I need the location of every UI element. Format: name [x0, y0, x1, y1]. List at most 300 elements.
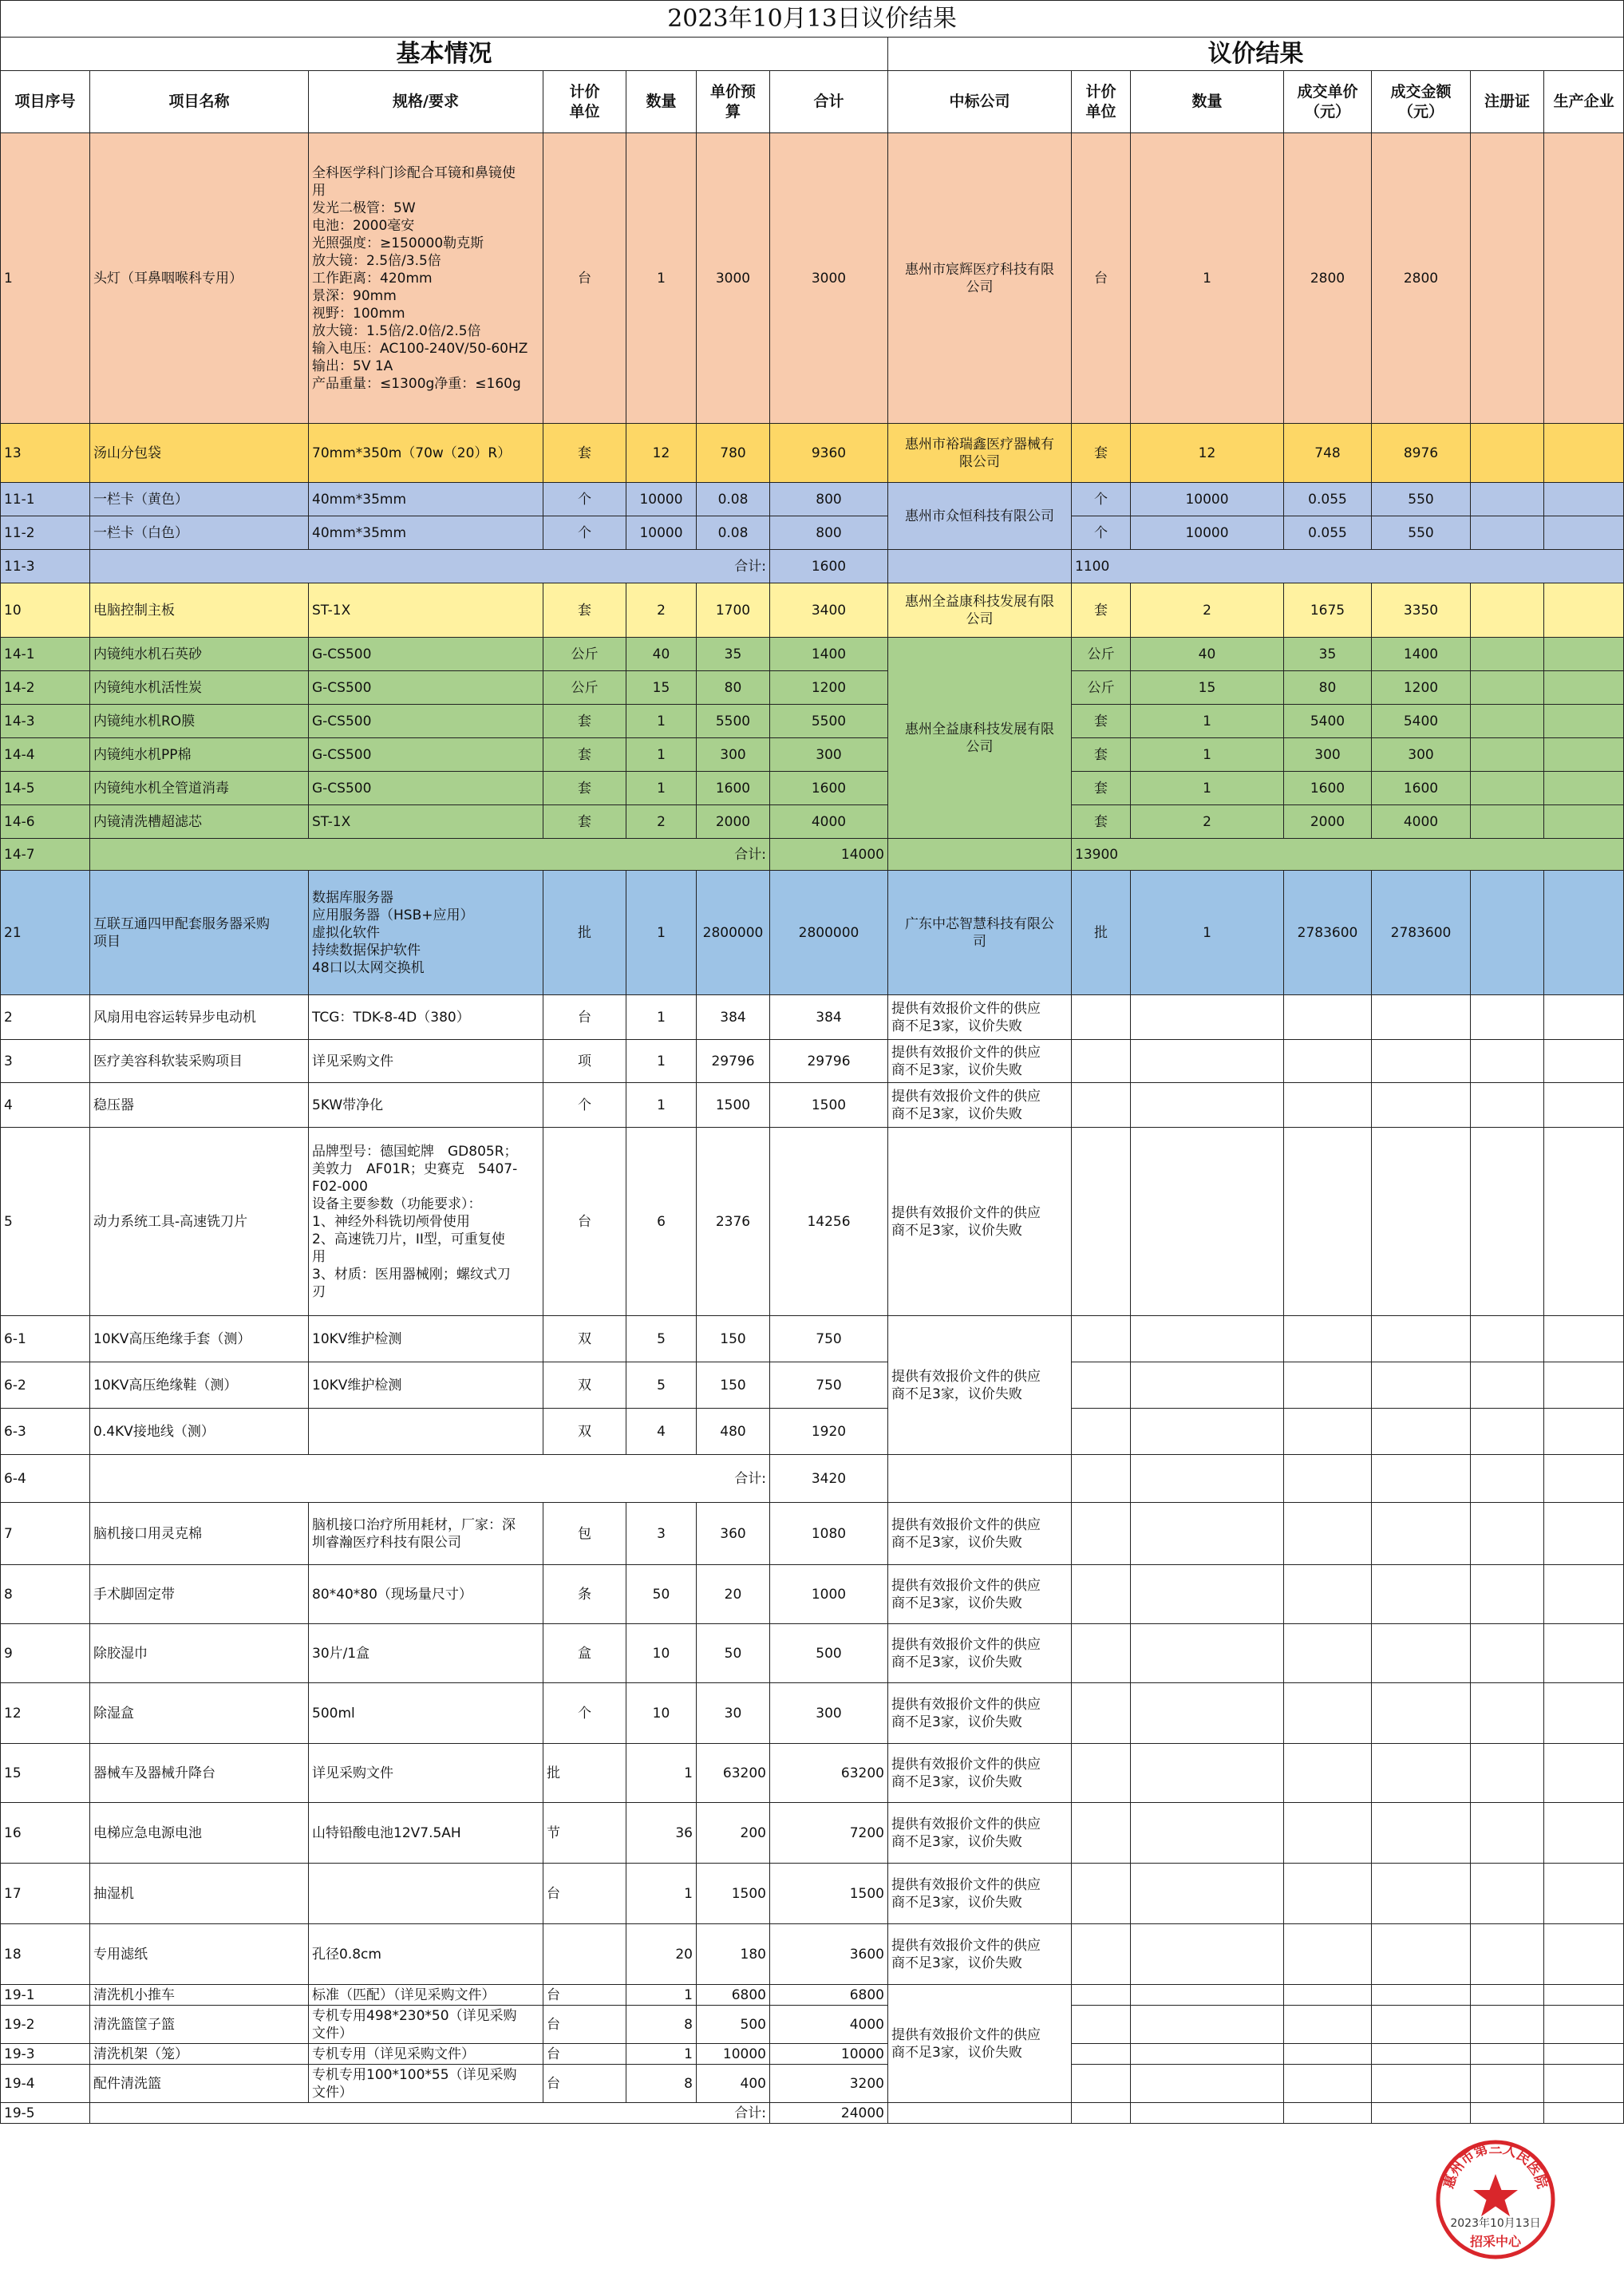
row-name: 器械车及器械升降台 — [90, 1744, 309, 1803]
table-row — [1, 1128, 1624, 1316]
subtotal-label: 合计: — [90, 1455, 770, 1503]
row-registration — [1471, 671, 1544, 705]
row-deal-amount: 550 — [1372, 516, 1471, 550]
row-unit: 双 — [543, 1409, 626, 1455]
row-total: 63200 — [770, 1744, 888, 1803]
row-total: 1500 — [770, 1083, 888, 1128]
row-unit: 个 — [543, 516, 626, 550]
row-unit: 台 — [543, 2065, 626, 2103]
row-price: 10000 — [697, 2044, 770, 2065]
row-spec: 专机专用498*230*50（详见采购 文件） — [309, 2006, 543, 2044]
row-name: 清洗篮筐子篮 — [90, 2006, 309, 2044]
header-registration: 注册证 — [1471, 71, 1544, 133]
row-name: 内镜纯水机RO膜 — [90, 705, 309, 738]
row-deal-price: 0.055 — [1284, 483, 1372, 516]
row-deal-price: 2800 — [1284, 133, 1372, 424]
row-spec: TCG：TDK-8-4D（380） — [309, 995, 543, 1040]
row-total: 3200 — [770, 2065, 888, 2103]
row-unit: 批 — [543, 871, 626, 995]
section-negotiation-result: 议价结果 — [888, 38, 1624, 71]
row-total: 2800000 — [770, 871, 888, 995]
row-qty2: 1 — [1131, 133, 1284, 424]
row-company: 惠州市宸辉医疗科技有限 公司 — [888, 133, 1072, 424]
row-qty2: 1 — [1131, 705, 1284, 738]
row-qty: 1 — [626, 995, 697, 1040]
row-unit2: 个 — [1072, 516, 1131, 550]
row-seq: 14-7 — [1, 839, 90, 871]
row-seq: 3 — [1, 1040, 90, 1083]
row-spec: 30片/1盒 — [309, 1624, 543, 1683]
row-unit: 盒 — [543, 1624, 626, 1683]
row-manufacturer — [1544, 133, 1624, 424]
table-row — [1, 2044, 1624, 2065]
row-registration — [1471, 483, 1544, 516]
row-price: 200 — [697, 1803, 770, 1864]
row-name: 一栏卡（白色） — [90, 516, 309, 550]
subtotal-row — [1, 1455, 1624, 1503]
row-price: 2800000 — [697, 871, 770, 995]
row-deal-price: 300 — [1284, 738, 1372, 772]
failed-negotiation-note: 提供有效报价文件的供应 商不足3家，议价失败 — [888, 1864, 1072, 1924]
header-deal-price: 成交单价 （元） — [1284, 71, 1372, 133]
row-registration — [1471, 705, 1544, 738]
row-unit: 条 — [543, 1565, 626, 1624]
row-qty: 1 — [626, 1744, 697, 1803]
row-deal-price: 1600 — [1284, 772, 1372, 805]
row-price: 360 — [697, 1503, 770, 1565]
row-deal-amount: 5400 — [1372, 705, 1471, 738]
row-total: 300 — [770, 738, 888, 772]
failed-negotiation-note: 提供有效报价文件的供应 商不足3家，议价失败 — [888, 1083, 1072, 1128]
row-qty2: 2 — [1131, 583, 1284, 638]
row-unit: 包 — [543, 1503, 626, 1565]
row-deal-price: 1675 — [1284, 583, 1372, 638]
row-unit: 套 — [543, 705, 626, 738]
row-price: 50 — [697, 1624, 770, 1683]
deal-subtotal-value: 13900 — [1072, 839, 1624, 871]
row-total: 800 — [770, 516, 888, 550]
row-seq: 19-5 — [1, 2103, 90, 2124]
row-qty: 1 — [626, 1040, 697, 1083]
table-row — [1, 1864, 1624, 1924]
row-manufacturer — [1544, 738, 1624, 772]
subtotal-row — [1, 839, 1624, 871]
row-spec: 全科医学科门诊配合耳镜和鼻镜使 用 发光二极管：5W 电池：2000毫安 光照强度：≥150000勒克斯 放大镜：2.5倍/3.5倍 工作距离：420mm 景深：90mm 视野：100mm 放大镜：1.5倍/2.0倍/2.5倍 输入电压：AC100-240V/50-60HZ 输出：5V 1A 产品重量：≤1300g净重：≤160g — [309, 133, 543, 424]
row-price: 80 — [697, 671, 770, 705]
subtotal-value: 24000 — [770, 2103, 888, 2124]
seal-star-icon — [1473, 2174, 1518, 2216]
table-row — [1, 483, 1624, 516]
row-deal-amount: 2783600 — [1372, 871, 1471, 995]
row-spec: 专机专用（详见采购文件） — [309, 2044, 543, 2065]
failed-negotiation-note: 提供有效报价文件的供应 商不足3家，议价失败 — [888, 1924, 1072, 1985]
row-name: 手术脚固定带 — [90, 1565, 309, 1624]
row-unit: 台 — [543, 2006, 626, 2044]
row-unit: 套 — [543, 772, 626, 805]
table-row — [1, 1744, 1624, 1803]
row-deal-amount: 550 — [1372, 483, 1471, 516]
row-deal-amount: 1400 — [1372, 638, 1471, 671]
row-deal-price: 80 — [1284, 671, 1372, 705]
row-price: 29796 — [697, 1040, 770, 1083]
row-qty2: 15 — [1131, 671, 1284, 705]
row-qty: 8 — [626, 2065, 697, 2103]
failed-negotiation-note: 提供有效报价文件的供应 商不足3家，议价失败 — [888, 1128, 1072, 1316]
table-row — [1, 671, 1624, 705]
row-name: 一栏卡（黄色） — [90, 483, 309, 516]
row-unit: 台 — [543, 1128, 626, 1316]
row-qty2: 1 — [1131, 738, 1284, 772]
row-price: 0.08 — [697, 483, 770, 516]
table-row — [1, 871, 1624, 995]
header-unit2: 计价 单位 — [1072, 71, 1131, 133]
row-registration — [1471, 638, 1544, 671]
row-total: 10000 — [770, 2044, 888, 2065]
row-price: 35 — [697, 638, 770, 671]
row-registration — [1471, 772, 1544, 805]
row-seq: 1 — [1, 133, 90, 424]
row-unit2: 套 — [1072, 705, 1131, 738]
official-seal — [1435, 2139, 1556, 2260]
row-qty2: 40 — [1131, 638, 1284, 671]
table-row — [1, 705, 1624, 738]
row-spec: 品牌型号：德国蛇牌 GD805R； 美敦力 AF01R；史赛克 5407- F02-000 设备主要参数（功能要求）： 1、神经外科铣切颅骨使用 2、高速铣刀片，II型，可重复使 用 3、材质：医用器械刚；螺纹式刀 刃 — [309, 1128, 543, 1316]
row-total: 300 — [770, 1683, 888, 1744]
row-qty: 1 — [626, 133, 697, 424]
row-qty: 1 — [626, 772, 697, 805]
row-seq: 16 — [1, 1803, 90, 1864]
header-qty2: 数量 — [1131, 71, 1284, 133]
table-row — [1, 738, 1624, 772]
row-qty: 5 — [626, 1316, 697, 1362]
row-total: 1920 — [770, 1409, 888, 1455]
row-deal-amount: 1200 — [1372, 671, 1471, 705]
failed-negotiation-note: 提供有效报价文件的供应 商不足3家，议价失败 — [888, 1316, 1072, 1455]
row-seq: 14-6 — [1, 805, 90, 839]
table-row — [1, 1683, 1624, 1744]
row-registration — [1471, 516, 1544, 550]
row-total: 4000 — [770, 2006, 888, 2044]
row-price: 780 — [697, 424, 770, 483]
row-qty: 1 — [626, 738, 697, 772]
row-manufacturer — [1544, 805, 1624, 839]
row-price: 5500 — [697, 705, 770, 738]
row-unit: 双 — [543, 1316, 626, 1362]
row-spec: 详见采购文件 — [309, 1744, 543, 1803]
row-qty2: 1 — [1131, 772, 1284, 805]
row-seq: 15 — [1, 1744, 90, 1803]
failed-negotiation-note: 提供有效报价文件的供应 商不足3家，议价失败 — [888, 995, 1072, 1040]
row-registration — [1471, 871, 1544, 995]
row-manufacturer — [1544, 424, 1624, 483]
row-seq: 11-2 — [1, 516, 90, 550]
row-seq: 18 — [1, 1924, 90, 1985]
row-price: 300 — [697, 738, 770, 772]
row-price: 180 — [697, 1924, 770, 1985]
row-name: 电脑控制主板 — [90, 583, 309, 638]
row-unit: 批 — [543, 1744, 626, 1803]
row-company: 惠州全益康科技发展有限 公司 — [888, 583, 1072, 638]
table-row — [1, 638, 1624, 671]
row-seq: 5 — [1, 1128, 90, 1316]
row-unit: 双 — [543, 1362, 626, 1409]
row-name: 脑机接口用灵克棉 — [90, 1503, 309, 1565]
row-name: 互联互通四甲配套服务器采购 项目 — [90, 871, 309, 995]
table-row — [1, 1803, 1624, 1864]
row-price: 1700 — [697, 583, 770, 638]
table-row — [1, 2065, 1624, 2103]
row-total: 4000 — [770, 805, 888, 839]
header-unit: 计价 单位 — [543, 71, 626, 133]
row-seq: 6-1 — [1, 1316, 90, 1362]
row-deal-amount: 300 — [1372, 738, 1471, 772]
table-row — [1, 805, 1624, 839]
row-unit: 套 — [543, 738, 626, 772]
row-qty: 1 — [626, 1083, 697, 1128]
row-total: 750 — [770, 1362, 888, 1409]
table-row — [1, 133, 1624, 424]
row-name: 医疗美容科软装采购项目 — [90, 1040, 309, 1083]
row-deal-price: 748 — [1284, 424, 1372, 483]
row-qty: 10000 — [626, 483, 697, 516]
row-price: 150 — [697, 1316, 770, 1362]
subtotal-value: 14000 — [770, 839, 888, 871]
row-price: 400 — [697, 2065, 770, 2103]
row-qty: 36 — [626, 1803, 697, 1864]
row-seq: 14-1 — [1, 638, 90, 671]
row-spec: 10KV维护检测 — [309, 1316, 543, 1362]
row-seq: 19-4 — [1, 2065, 90, 2103]
row-unit — [543, 1924, 626, 1985]
row-name: 稳压器 — [90, 1083, 309, 1128]
row-spec: 80*40*80（现场量尺寸） — [309, 1565, 543, 1624]
row-registration — [1471, 424, 1544, 483]
row-total: 1600 — [770, 772, 888, 805]
row-spec: G-CS500 — [309, 671, 543, 705]
row-qty: 40 — [626, 638, 697, 671]
row-seq: 14-5 — [1, 772, 90, 805]
row-seq: 8 — [1, 1565, 90, 1624]
row-spec — [309, 1409, 543, 1455]
row-total: 1200 — [770, 671, 888, 705]
row-seq: 19-1 — [1, 1985, 90, 2006]
seal-dept: 招采中心 — [1469, 2234, 1522, 2249]
row-seq: 17 — [1, 1864, 90, 1924]
table-row — [1, 2006, 1624, 2044]
row-total: 6800 — [770, 1985, 888, 2006]
row-qty: 12 — [626, 424, 697, 483]
row-price: 384 — [697, 995, 770, 1040]
row-unit: 公斤 — [543, 671, 626, 705]
subtotal-spacer — [888, 839, 1072, 871]
failed-negotiation-note: 提供有效报价文件的供应 商不足3家，议价失败 — [888, 1565, 1072, 1624]
row-name: 内镜纯水机全管道消毒 — [90, 772, 309, 805]
page-title: 2023年10月13日议价结果 — [1, 1, 1624, 38]
row-name: 内镜纯水机石英砂 — [90, 638, 309, 671]
row-registration — [1471, 133, 1544, 424]
row-total: 1000 — [770, 1565, 888, 1624]
row-price: 6800 — [697, 1985, 770, 2006]
row-qty: 3 — [626, 1503, 697, 1565]
row-manufacturer — [1544, 483, 1624, 516]
row-qty: 6 — [626, 1128, 697, 1316]
row-seq: 6-4 — [1, 1455, 90, 1503]
failed-negotiation-note: 提供有效报价文件的供应 商不足3家，议价失败 — [888, 1803, 1072, 1864]
row-qty: 50 — [626, 1565, 697, 1624]
table-row — [1, 772, 1624, 805]
row-spec: 详见采购文件 — [309, 1040, 543, 1083]
table-row — [1, 1624, 1624, 1683]
row-spec — [309, 1864, 543, 1924]
row-qty: 10 — [626, 1624, 697, 1683]
row-name: 抽湿机 — [90, 1864, 309, 1924]
row-price: 2376 — [697, 1128, 770, 1316]
row-seq: 11-1 — [1, 483, 90, 516]
row-manufacturer — [1544, 871, 1624, 995]
table-row — [1, 424, 1624, 483]
row-spec: 40mm*35mm — [309, 483, 543, 516]
header-name: 项目名称 — [90, 71, 309, 133]
row-deal-amount: 3350 — [1372, 583, 1471, 638]
row-name: 内镜纯水机活性炭 — [90, 671, 309, 705]
table-row — [1, 1565, 1624, 1624]
row-unit: 个 — [543, 1083, 626, 1128]
table-row — [1, 1985, 1624, 2006]
deal-subtotal-value: 1100 — [1072, 550, 1624, 583]
row-spec: 专机专用100*100*55（详见采购 文件） — [309, 2065, 543, 2103]
row-total: 7200 — [770, 1803, 888, 1864]
row-unit2: 套 — [1072, 738, 1131, 772]
row-company: 惠州市众恒科技有限公司 — [888, 483, 1072, 550]
row-qty: 2 — [626, 805, 697, 839]
header-seq: 项目序号 — [1, 71, 90, 133]
row-total: 3400 — [770, 583, 888, 638]
row-unit2: 套 — [1072, 424, 1131, 483]
row-unit: 个 — [543, 1683, 626, 1744]
row-unit: 台 — [543, 1985, 626, 2006]
row-registration — [1471, 583, 1544, 638]
row-price: 3000 — [697, 133, 770, 424]
table-row — [1, 1409, 1624, 1455]
row-seq: 14-4 — [1, 738, 90, 772]
row-seq: 11-3 — [1, 550, 90, 583]
row-seq: 2 — [1, 995, 90, 1040]
row-spec: G-CS500 — [309, 772, 543, 805]
row-price: 1500 — [697, 1864, 770, 1924]
row-price: 1600 — [697, 772, 770, 805]
row-manufacturer — [1544, 638, 1624, 671]
subtotal-spacer — [888, 550, 1072, 583]
header-manufacturer: 生产企业 — [1544, 71, 1624, 133]
row-total: 384 — [770, 995, 888, 1040]
row-seq: 14-2 — [1, 671, 90, 705]
subtotal-label: 合计: — [90, 2103, 770, 2124]
subtotal-value: 3420 — [770, 1455, 888, 1503]
table-row — [1, 1040, 1624, 1083]
table-row — [1, 1503, 1624, 1565]
row-unit2: 公斤 — [1072, 671, 1131, 705]
row-unit: 套 — [543, 805, 626, 839]
row-name: 除湿盒 — [90, 1683, 309, 1744]
row-total: 500 — [770, 1624, 888, 1683]
row-unit: 套 — [543, 583, 626, 638]
row-unit: 公斤 — [543, 638, 626, 671]
failed-negotiation-note: 提供有效报价文件的供应 商不足3家，议价失败 — [888, 1683, 1072, 1744]
row-total: 29796 — [770, 1040, 888, 1083]
row-spec: 10KV维护检测 — [309, 1362, 543, 1409]
row-spec: ST-1X — [309, 583, 543, 638]
row-name: 内镜清洗槽超滤芯 — [90, 805, 309, 839]
row-qty: 1 — [626, 871, 697, 995]
row-spec: G-CS500 — [309, 705, 543, 738]
row-seq: 19-2 — [1, 2006, 90, 2044]
row-total: 1080 — [770, 1503, 888, 1565]
failed-negotiation-note: 提供有效报价文件的供应 商不足3家，议价失败 — [888, 1744, 1072, 1803]
row-unit: 台 — [543, 1864, 626, 1924]
section-basic-info: 基本情况 — [1, 38, 888, 71]
row-deal-amount: 2800 — [1372, 133, 1471, 424]
row-deal-price: 2000 — [1284, 805, 1372, 839]
row-price: 30 — [697, 1683, 770, 1744]
row-manufacturer — [1544, 516, 1624, 550]
row-qty2: 2 — [1131, 805, 1284, 839]
row-deal-price: 0.055 — [1284, 516, 1372, 550]
row-seq: 14-3 — [1, 705, 90, 738]
subtotal-label: 合计: — [90, 839, 770, 871]
row-qty: 20 — [626, 1924, 697, 1985]
table-row — [1, 1316, 1624, 1362]
row-qty: 4 — [626, 1409, 697, 1455]
row-spec: G-CS500 — [309, 638, 543, 671]
row-qty2: 1 — [1131, 871, 1284, 995]
row-unit2: 批 — [1072, 871, 1131, 995]
row-deal-price: 2783600 — [1284, 871, 1372, 995]
row-qty: 8 — [626, 2006, 697, 2044]
row-seq: 12 — [1, 1683, 90, 1744]
row-spec: G-CS500 — [309, 738, 543, 772]
row-unit2: 套 — [1072, 805, 1131, 839]
row-price: 1500 — [697, 1083, 770, 1128]
row-name: 10KV高压绝缘手套（测） — [90, 1316, 309, 1362]
row-manufacturer — [1544, 705, 1624, 738]
row-spec: 500ml — [309, 1683, 543, 1744]
subtotal-value: 1600 — [770, 550, 888, 583]
row-unit2: 套 — [1072, 772, 1131, 805]
table-row — [1, 1083, 1624, 1128]
row-qty2: 10000 — [1131, 483, 1284, 516]
header-total: 合计 — [770, 71, 888, 133]
row-qty: 1 — [626, 1985, 697, 2006]
row-qty: 10 — [626, 1683, 697, 1744]
row-unit2: 套 — [1072, 583, 1131, 638]
row-deal-price: 5400 — [1284, 705, 1372, 738]
row-qty: 1 — [626, 705, 697, 738]
subtotal-row — [1, 2103, 1624, 2124]
row-registration — [1471, 738, 1544, 772]
row-spec: 孔径0.8cm — [309, 1924, 543, 1985]
row-seq: 9 — [1, 1624, 90, 1683]
row-unit: 台 — [543, 133, 626, 424]
row-price: 480 — [697, 1409, 770, 1455]
row-price: 0.08 — [697, 516, 770, 550]
subtotal-label: 合计: — [90, 550, 770, 583]
row-qty: 10000 — [626, 516, 697, 550]
row-qty: 2 — [626, 583, 697, 638]
row-total: 1500 — [770, 1864, 888, 1924]
row-name: 0.4KV接地线（测） — [90, 1409, 309, 1455]
row-total: 800 — [770, 483, 888, 516]
row-manufacturer — [1544, 772, 1624, 805]
